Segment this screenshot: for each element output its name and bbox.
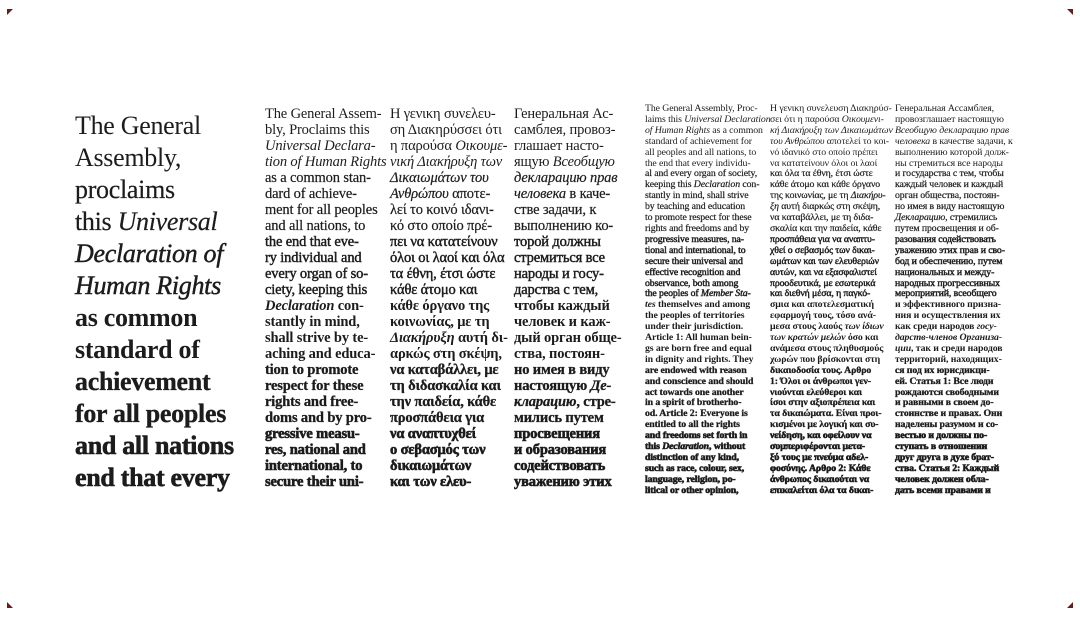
specimen-line: standard of achievement for — [645, 135, 752, 147]
specimen-line: κή Διακήρυξη των Δικαιωμάτων — [770, 124, 893, 136]
specimen-line: ступать в отношении — [895, 441, 988, 453]
specimen-line: νική Διακήρυξη των — [390, 154, 503, 170]
specimen-line: νείδηση, και οφείλουν να — [770, 430, 872, 442]
specimen-line: ния и осуществления их — [895, 310, 1001, 322]
specimen-line: κοινωνίας, με τη — [390, 314, 490, 330]
specimen-line: δικαιοδοσία τους. Αρθρο — [770, 364, 872, 376]
specimen-line: the end that eve- — [265, 234, 359, 250]
specimen-line: and all nations — [75, 431, 234, 460]
specimen-line: al and every organ of society, — [645, 168, 758, 180]
specimen-line: ίσοι στην αξιοπρέπεια και — [770, 397, 876, 409]
specimen-line: και όλα τα έθνη, έτσι ώστε — [770, 168, 873, 180]
specimen-line: человека в каче- — [514, 186, 611, 202]
specimen-line: уважению этих прав и сво- — [895, 244, 1005, 256]
specimen-line: дарства с тем, — [514, 282, 599, 298]
specimen-line: and freedoms set forth in — [645, 430, 748, 442]
specimen-line: каждый человек и каждый — [895, 179, 1004, 191]
column-russian-small — [895, 103, 1013, 497]
specimen-line: народы и госу- — [514, 266, 604, 282]
specimen-line: rights and freedoms and by — [645, 222, 750, 234]
specimen-line: τα έθνη, έτσι ώστε — [390, 266, 496, 282]
specimen-line: rights and free- — [265, 394, 359, 410]
specimen-line: ции, так и среди народов — [895, 342, 1003, 354]
specimen-line: to promote respect for these — [645, 212, 752, 224]
corner-mark-icon — [1067, 602, 1073, 608]
specimen-line: od. Article 2: Everyone is — [645, 408, 748, 420]
specimen-line: νιούνται ελεύθεροι και — [770, 386, 862, 398]
specimen-line: κάθε άτομο και — [390, 282, 478, 298]
column-russian-medium — [514, 106, 632, 490]
specimen-line: such as race, colour, sex, — [645, 462, 745, 474]
specimen-line: Генеральная Ас- — [514, 106, 614, 122]
specimen-line: την παιδεία, κάθε — [390, 394, 497, 410]
specimen-line: стремиться все — [514, 250, 605, 266]
specimen-line: να καταβάλλει, με — [390, 362, 499, 378]
specimen-line: να καταβάλλει, με τη διδα- — [770, 212, 874, 224]
specimen-line: international, to — [265, 458, 363, 474]
specimen-line: bly, Proclaims this — [265, 122, 370, 138]
specimen-line: under their jurisdiction. — [645, 321, 744, 333]
specimen-line: The General — [75, 111, 201, 140]
specimen-line: κάθε άτομο και κάθε όργανο — [770, 179, 881, 191]
specimen-line: όλοι οι λαοί και όλα — [390, 250, 505, 266]
specimen-line: народных прогрессивных — [895, 277, 1000, 289]
specimen-line: τη διδασκαλία και — [390, 378, 501, 394]
specimen-line: των κρατών μελών όσο και — [770, 332, 879, 344]
specimen-line: путем просвещения и об- — [895, 222, 999, 234]
specimen-line: in dignity and rights. They — [645, 353, 754, 365]
specimen-line: Декларацию, стремились — [895, 212, 998, 224]
specimen-line: стоинстве и правах. Они — [895, 408, 1003, 420]
specimen-line: και διεθνή μέσα, η παγκό- — [770, 288, 871, 300]
specimen-line: бод и обеспечению, путем — [895, 255, 1003, 267]
specimen-line: человек должен обла- — [895, 473, 989, 485]
specimen-line: by teaching and education — [645, 201, 746, 213]
specimen-line: proclaims — [75, 175, 175, 204]
specimen-line: all peoples and all nations, to — [645, 146, 757, 158]
specimen-line: this Universal — [75, 207, 218, 236]
specimen-line: ο σεβασμός των — [390, 442, 486, 458]
specimen-line: как среди народов госу- — [895, 321, 997, 333]
specimen-line: this Declaration, without — [645, 441, 746, 453]
specimen-line: keeping this Declaration con- — [645, 179, 760, 191]
specimen-line: ства. Статья 2: Каждый — [895, 462, 1000, 474]
specimen-line: κό στο οποίο πρέ- — [390, 218, 492, 234]
specimen-line: ανάμεσα στους πληθυσμούς — [770, 342, 884, 354]
specimen-line: αρκώς στη σκέψη, — [390, 346, 502, 362]
specimen-line: глашает насто- — [514, 138, 604, 154]
specimen-line: разования содействовать — [895, 233, 996, 245]
specimen-line: торой должны — [514, 234, 601, 250]
specimen-line: end that every — [75, 463, 230, 492]
specimen-line: содействовать — [514, 458, 606, 474]
specimen-line: observance, both among — [645, 277, 739, 289]
specimen-line: να αναπτυχθεί — [390, 426, 477, 442]
specimen-line: ξη αυτή διαρκώς στη σκέψη, — [770, 201, 881, 213]
specimen-line: ξύ τους με πνεύμα αδελ- — [770, 452, 869, 463]
specimen-line: language, religion, po- — [645, 473, 736, 485]
specimen-line: tes themselves and among — [645, 299, 751, 311]
specimen-line: respect for these — [265, 378, 364, 394]
specimen-line: tion to promote — [265, 362, 359, 378]
specimen-line: мероприятий, всеобщего — [895, 288, 997, 300]
specimen-line: Human Rights — [75, 271, 221, 300]
specimen-line: του Ανθρώπου αποτελεί το κοι- — [770, 135, 889, 147]
specimen-line: secure their uni- — [265, 474, 364, 490]
specimen-line: μεσα στους λαούς των ίδιων — [770, 321, 884, 333]
specimen-line: res, national and — [265, 442, 366, 458]
specimen-line: ωμάτων και των ελευθεριών — [770, 255, 879, 267]
specimen-line: национальных и между- — [895, 266, 995, 278]
column-greek-small — [770, 103, 893, 497]
specimen-line: να κατατείνουν όλοι οι λαοί — [770, 157, 878, 169]
specimen-line: провозглашает настоящую — [895, 113, 1004, 125]
specimen-line: самблея, провоз- — [514, 122, 616, 138]
specimen-line: дый орган обще- — [514, 330, 622, 346]
specimen-line: Ανθρώπου αποτε- — [390, 186, 491, 202]
specimen-line: чтобы каждый — [514, 298, 610, 314]
display-column-english — [75, 110, 265, 494]
specimen-line: выполнению которой долж- — [895, 146, 1009, 158]
specimen-line: и образования — [514, 442, 607, 458]
specimen-line: Declaration of — [75, 239, 224, 268]
specimen-line: χθεί ο σεβασμός των δικαι- — [770, 244, 875, 256]
specimen-line: наделены разумом и со- — [895, 419, 999, 431]
specimen-line: επικαλείται όλα τα δικαι- — [770, 484, 874, 496]
specimen-line: The General Assembly, Proc- — [645, 103, 758, 114]
specimen-line: человека в качестве задачи, к — [895, 135, 1013, 147]
specimen-line: in a spirit of brotherho- — [645, 397, 742, 409]
specimen-line: distinction of any kind, — [645, 452, 739, 463]
specimen-line: рождаются свободными — [895, 386, 999, 398]
specimen-line: εφαρμογή τους, τόσο ανά- — [770, 310, 876, 322]
specimen-line: дать всеми правами и — [895, 484, 991, 496]
specimen-line: настоящую Де- — [514, 378, 612, 394]
specimen-line: The General Assem- — [265, 106, 382, 122]
specimen-line: стве задачи, к — [514, 202, 597, 218]
specimen-line: standard of — [75, 335, 200, 364]
specimen-line: as a common stan- — [265, 170, 371, 186]
specimen-line: as common — [75, 303, 198, 332]
specimen-line: просвещения — [514, 426, 600, 442]
corner-mark-icon — [1067, 9, 1073, 15]
specimen-line: and all nations, to — [265, 218, 366, 234]
specimen-line: tion of Human Rights — [265, 154, 387, 170]
specimen-line: doms and by pro- — [265, 410, 372, 426]
specimen-line: νό ιδανικό στο οποίο πρέπει — [770, 146, 878, 158]
specimen-line: άνθρωπος δικαιούται να — [770, 473, 870, 485]
specimen-line: the end that every individu- — [645, 157, 751, 169]
specimen-line: χωρών που βρίσκονται στη — [770, 353, 881, 365]
specimen-line: территорий, находящих- — [895, 353, 1002, 365]
specimen-line: κισμένοι με λογική και συ- — [770, 419, 879, 431]
specimen-line: Генеральная Ассамблея, — [895, 103, 995, 114]
specimen-line: Assembly, — [75, 143, 182, 172]
specimen-line: litical or other opinion, — [645, 484, 739, 496]
specimen-line: secure their universal and — [645, 255, 743, 267]
specimen-line: Article 1: All human bein- — [645, 332, 752, 344]
specimen-line: орган общества, постоян- — [895, 190, 1000, 202]
specimen-line: ся под их юрисдикци- — [895, 364, 990, 376]
specimen-line: προοδευτικά, με εσωτερικά — [770, 277, 876, 289]
specimen-line: aching and educa- — [265, 346, 376, 362]
specimen-line: выполнению ко- — [514, 218, 614, 234]
specimen-line: entitled to all the rights — [645, 419, 740, 431]
specimen-line: дарств-членов Организа- — [895, 332, 1003, 344]
specimen-line: λεί το κοινό ιδανι- — [390, 202, 494, 218]
specimen-line: every organ of so- — [265, 266, 368, 282]
specimen-line: декларацию прав — [514, 170, 618, 186]
specimen-line: Universal Declara- — [265, 138, 376, 154]
specimen-line: и эффективного призна- — [895, 299, 1001, 311]
specimen-line: но имея в виду настоящую — [895, 201, 1005, 213]
corner-mark-icon — [7, 602, 13, 608]
specimen-line: друг друга в духе брат- — [895, 452, 994, 463]
specimen-line: achievement — [75, 367, 211, 396]
specimen-line: и равными в своем до- — [895, 397, 994, 409]
specimen-line: the peoples of territories — [645, 310, 745, 322]
specimen-line: dard of achieve- — [265, 186, 357, 202]
specimen-line: gressive measu- — [265, 426, 360, 442]
specimen-line: και των ελευ- — [390, 474, 472, 490]
column-english-medium — [265, 106, 387, 490]
specimen-line: σκαλία και την παιδεία, κάθε — [770, 222, 882, 234]
specimen-line: stantly in mind, shall strive — [645, 190, 749, 202]
specimen-line: τα δικαιώματα. Είναι προι- — [770, 408, 882, 420]
specimen-line: ry individual and — [265, 250, 362, 266]
specimen-line: кларацию, стре- — [514, 394, 616, 410]
column-greek-medium — [390, 106, 508, 490]
specimen-line: of Human Rights as a common — [645, 124, 763, 136]
specimen-line: Δικαιωμάτων του — [390, 170, 489, 186]
specimen-line: stantly in mind, — [265, 314, 360, 330]
specimen-line: laims this Universal Declaration — [645, 113, 771, 125]
specimen-line: effective recognition and — [645, 266, 741, 278]
specimen-line: σμια και αποτελεσματική — [770, 299, 874, 311]
specimen-line: της κοινωνίας, με τη Διακήρυ- — [770, 190, 886, 202]
specimen-line: tional and international, to — [645, 244, 746, 256]
specimen-line: for all peoples — [75, 399, 227, 428]
specimen-line: αυτών, και να εξασφαλιστεί — [770, 266, 877, 278]
specimen-line: ση Διακηρύσσει ότι — [390, 122, 502, 138]
specimen-line: η παρούσα Οικουμε- — [390, 138, 508, 154]
specimen-line: φοσύνης. Αρθρο 2: Κάθε — [770, 462, 871, 474]
specimen-line: δικαιωμάτων — [390, 458, 472, 474]
specimen-line: ей. Статья 1: Все люди — [895, 375, 994, 387]
specimen-line: shall strive by te- — [265, 330, 369, 346]
specimen-line: προσπάθεια για — [390, 410, 485, 426]
specimen-line: progressive measures, na- — [645, 233, 744, 245]
specimen-line: человек и каж- — [514, 314, 611, 330]
specimen-line: Η γενικη συνελευ- — [390, 106, 496, 122]
specimen-line: ящую Всеобщую — [514, 154, 615, 170]
specimen-line: act towards one another — [645, 386, 744, 398]
specimen-line: ment for all peoples — [265, 202, 378, 218]
specimen-line: πει να κατατείνουν — [390, 234, 498, 250]
specimen-line: συμπεριφέρονται μετα- — [770, 441, 865, 453]
specimen-line: ciety, keeping this — [265, 282, 368, 298]
specimen-line: Всеобщую декларацию прав — [895, 124, 1010, 136]
specimen-line: вестью и должны по- — [895, 430, 988, 442]
specimen-line: мились путем — [514, 410, 604, 426]
specimen-line: προσπάθεια για να αναπτυ- — [770, 233, 875, 245]
specimen-line: уважению этих — [514, 474, 612, 490]
specimen-line: 1: Όλοι οι άνθρωποι γεν- — [770, 375, 871, 387]
specimen-line: and conscience and should — [645, 375, 754, 387]
specimen-line: Declaration con- — [265, 298, 364, 314]
specimen-line: κάθε όργανο της — [390, 298, 490, 314]
specimen-line: ства, постоян- — [514, 346, 605, 362]
specimen-line: are endowed with reason — [645, 364, 747, 376]
specimen-line: но имея в виду — [514, 362, 610, 378]
specimen-line: и государства с тем, чтобы — [895, 168, 1004, 180]
corner-mark-icon — [7, 9, 13, 15]
specimen-line: σει ότι η παρούσα Οικουμενι- — [770, 113, 884, 125]
specimen-line: Διακήρυξη αυτή δι- — [390, 330, 508, 346]
specimen-line: ны стремиться все народы — [895, 157, 1003, 169]
specimen-line: Η γενικη συνελευση Διακηρύσ- — [770, 103, 892, 114]
specimen-line: gs are born free and equal — [645, 342, 752, 354]
specimen-line: the peoples of Member Sta- — [645, 288, 751, 300]
column-english-small — [645, 103, 771, 497]
